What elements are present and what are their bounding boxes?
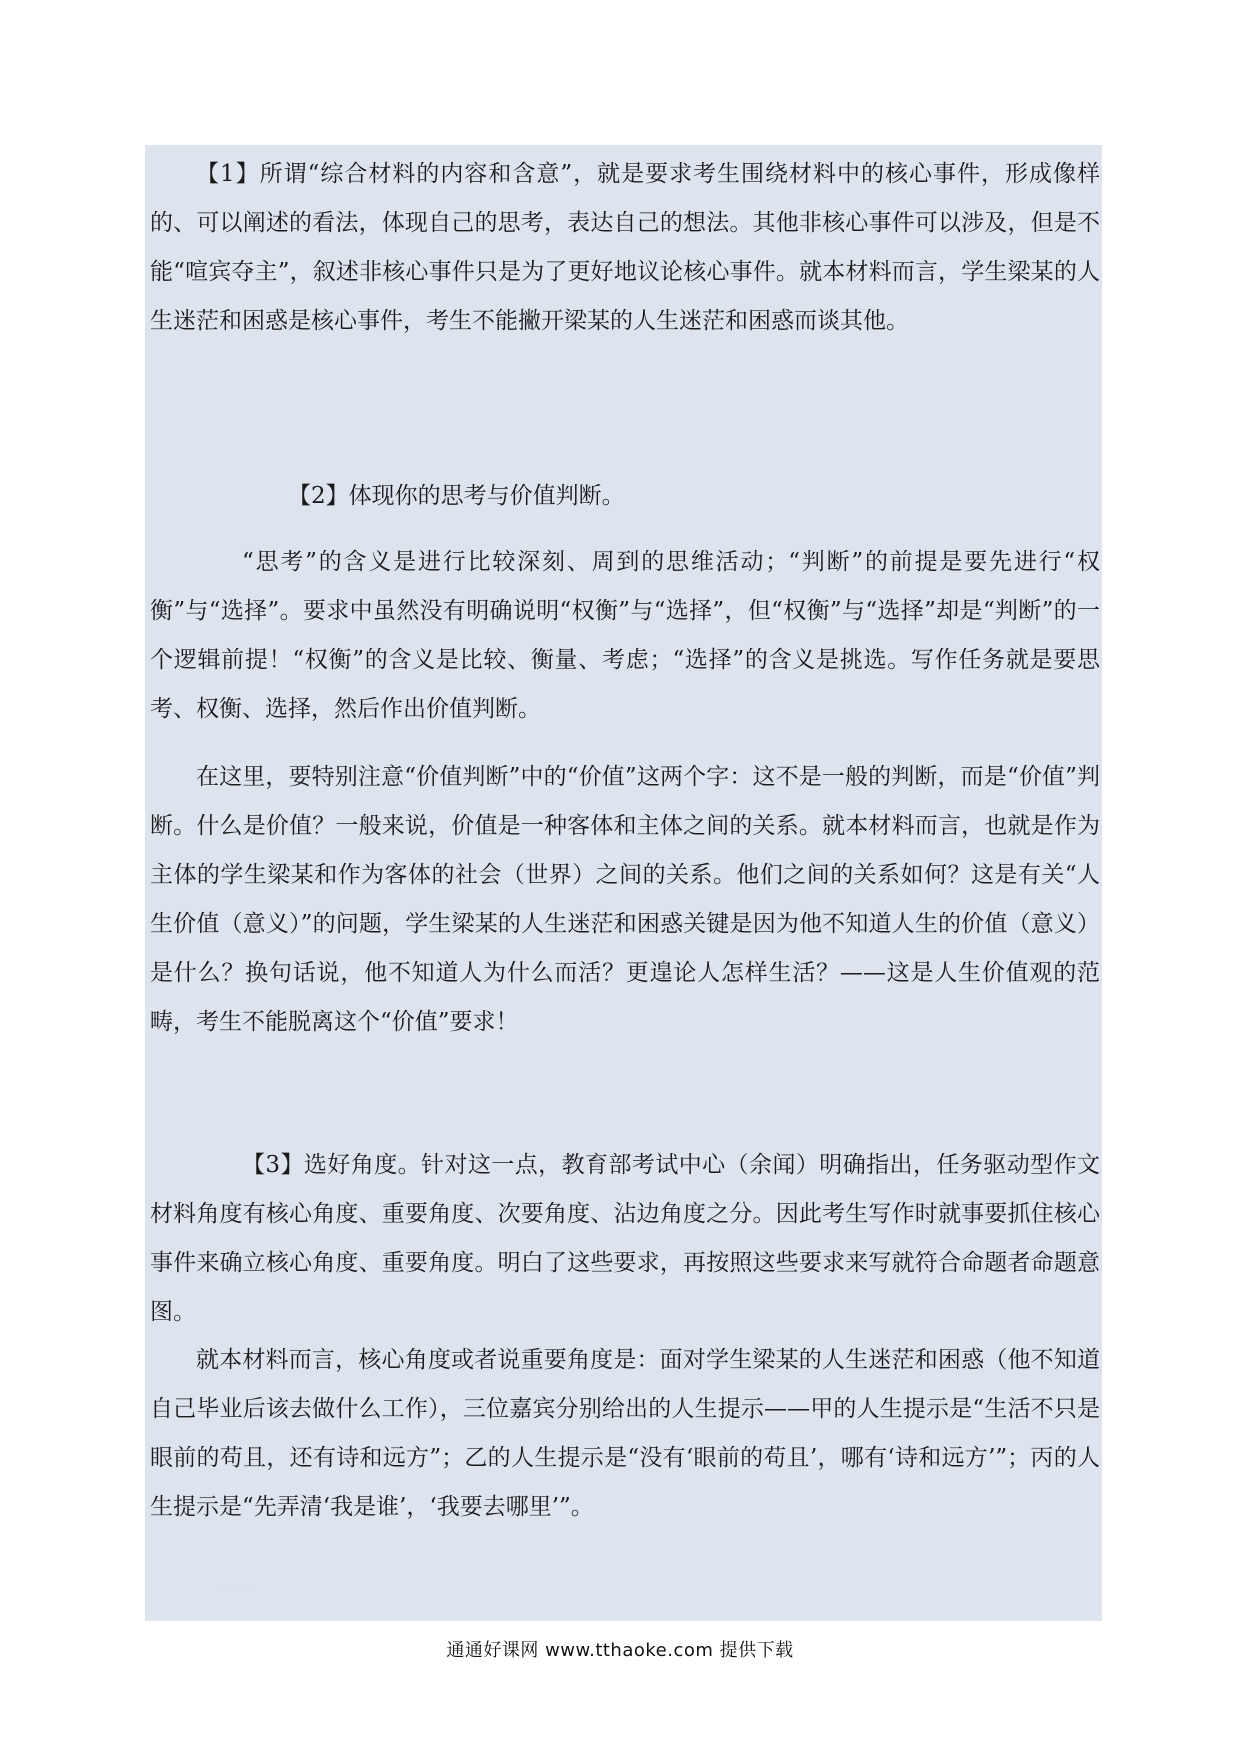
paragraph-4: 在这里，要特别注意“价值判断”中的“价值”这两个字：这不是一般的判断，而是“价值”判断。什么是价值？一般来说，价值是一种客体和主体之间的关系。就本材料而言，也就是作为主体的学生梁某和作为客体的社会（世界）之间的关系。他们之间的关系如何？这是有关“人生价值（意义）”的问题，学生梁某的人生迷茫和困惑关键是因为他不知道人生的价值（意义）是什么？换句话说，他不知道人为什么而活？更遑论人怎样生活？——这是人生价值观的范畴，考生不能脱离这个“价值”要求！ xyxy=(150,764,1100,1035)
faint-watermark-mark: · ·· · · ·· xyxy=(222,1583,254,1593)
paragraph-2-heading: 【2】体现你的思考与价值判断。 xyxy=(288,483,625,509)
paragraph-3: “思考”的含义是进行比较深刻、周到的思维活动；“判断”的前提是要先进行“权衡”与“选择”。要求中虽然没有明确说明“权衡”与“选择”，但“权衡”与“选择”却是“判断”的一个逻辑前提！“权衡”的含义是比较、衡量、考虑；“选择”的含义是挑选。写作任务就是要思考、权衡、选择，然后作出价值判断。 xyxy=(150,549,1100,722)
paragraph-6: 就本材料而言，核心角度或者说重要角度是：面对学生梁某的人生迷茫和困惑（他不知道自己毕业后该去做什么工作），三位嘉宾分别给出的人生提示——甲的人生提示是“生活不只是眼前的苟且，还有诗和远方”；乙的人生提示是“没有‘眼前的苟且’，哪有‘诗和远方’”；丙的人生提示是“先弄清‘我是谁’，‘我要去哪里’”。 xyxy=(150,1347,1100,1520)
paragraph-5: 【3】选好角度。针对这一点，教育部考试中心（余闻）明确指出，任务驱动型作文材料角度有核心角度、重要角度、次要角度、沾边角度之分。因此考生写作时就事要抓住核心事件来确立核心角度、重要角度。明白了这些要求，再按照这些要求来写就符合命题者命题意图。 xyxy=(150,1152,1100,1325)
paragraph-1: 【1】所谓“综合材料的内容和含意”，就是要求考生围绕材料中的核心事件，形成像样的、可以阐述的看法，体现自己的思考，表达自己的想法。其他非核心事件可以涉及，但是不能“喧宾夺主”，叙述非核心事件只是为了更好地议论核心事件。就本材料而言，学生梁某的人生迷茫和困惑是核心事件，考生不能撇开梁某的人生迷茫和困惑而谈其他。 xyxy=(150,161,1100,334)
download-footer: 通通好课网 www.tthaoke.com 提供下载 xyxy=(446,1640,794,1661)
